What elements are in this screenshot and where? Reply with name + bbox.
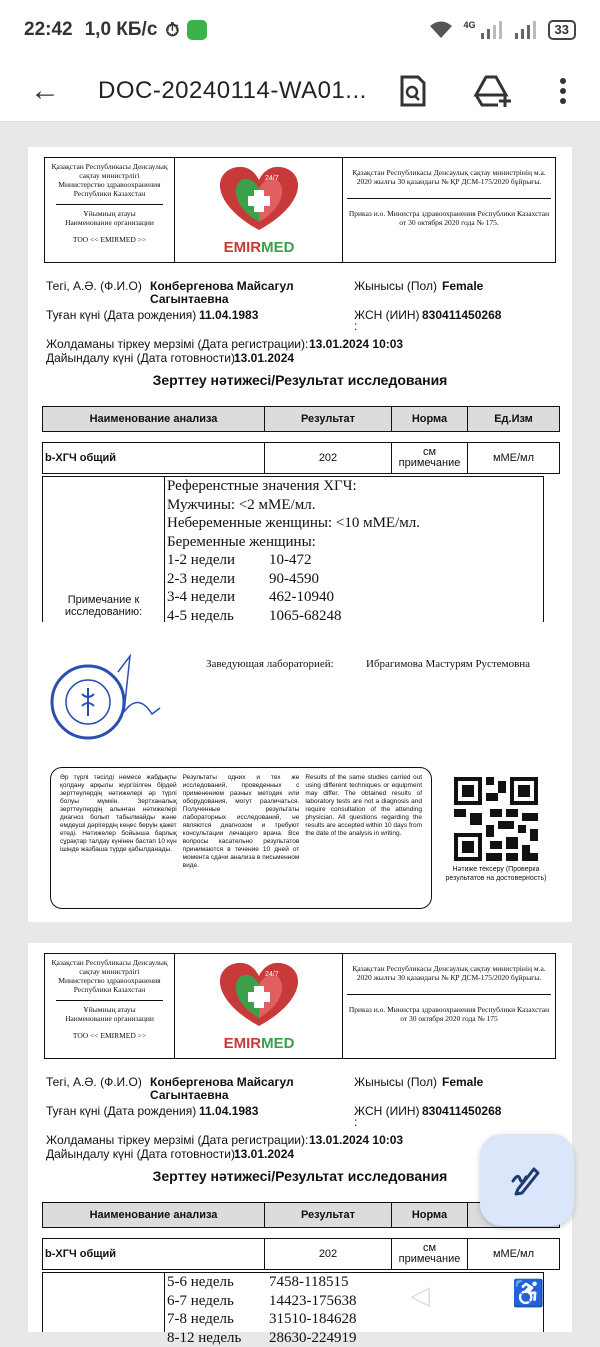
- name-label: Тегі, А.Ә. (Ф.И.О): [46, 279, 142, 293]
- ready-date: 13.01.2024: [234, 1147, 294, 1161]
- table-row: [42, 442, 560, 474]
- analysis-result: 202: [265, 443, 392, 473]
- status-speed: 1,0 КБ/с: [85, 19, 158, 41]
- ref-line: Небеременные женщины: <10 мМЕ/мл.: [167, 514, 543, 533]
- signal-icon-2: [514, 21, 538, 39]
- note-label-cell: [43, 1273, 165, 1332]
- order-ru: Приказ и.о. Министра здравоохранения Республики Казахстан от 30 октября 2020 года № 175: [347, 1005, 551, 1023]
- analysis-norm: см примечание: [392, 1239, 468, 1269]
- org-label-ru: Наименование организации: [48, 1014, 171, 1023]
- dob-label: Туған күні (Дата рождения): [46, 308, 196, 322]
- dob-label: Туған күні (Дата рождения): [46, 1104, 196, 1118]
- order-block: [343, 954, 555, 1058]
- qr-code-icon: [454, 777, 538, 861]
- order-kz: Қазақстан Республикасы Денсаулық сақтау министрінің м.а. 2020 жылғы 30 қазандағы № ҚР ДСМ-175/2020 бұйрығы.: [347, 964, 551, 982]
- patient-dob: 11.04.1983: [199, 1104, 258, 1118]
- status-time: 22:42: [24, 19, 73, 41]
- col-result: Результат: [265, 1203, 392, 1227]
- svg-text:24/7: 24/7: [265, 175, 279, 182]
- reg-date: 13.01.2024 10:03: [309, 1133, 403, 1147]
- document-header: [44, 157, 556, 263]
- note-section: [42, 476, 544, 622]
- ready-date: 13.01.2024: [234, 351, 294, 365]
- org-label-kz: Ұйымның атауы: [48, 1005, 171, 1014]
- document-title: DOC-20240114-WA01...: [98, 77, 378, 105]
- patient-name-2: Сагынтаевна: [150, 292, 229, 306]
- reference-values: [165, 1273, 543, 1332]
- note-section: [42, 1272, 544, 1332]
- col-norm: Норма: [392, 1203, 468, 1227]
- accessibility-icon[interactable]: ♿: [512, 1278, 544, 1309]
- reg-date: 13.01.2024 10:03: [309, 337, 403, 351]
- order-block: [343, 158, 555, 262]
- reference-values: [165, 477, 543, 622]
- app-bar: [0, 60, 600, 122]
- sex-label: Жынысы (Пол): [354, 1075, 437, 1089]
- battery-indicator: 33: [548, 20, 576, 40]
- qr-caption: Нәтиже тексеру (Проверка результатов на достоверность): [442, 865, 550, 883]
- analysis-norm: см примечание: [392, 443, 468, 473]
- ministry-ru: Министерство здравоохранения Республики Казахстан: [48, 180, 171, 198]
- find-in-document-icon[interactable]: [392, 70, 434, 112]
- col-unit: Ед.Изм: [468, 407, 559, 431]
- note-label: Примечание к исследованию:: [43, 477, 165, 622]
- analysis-name: b-ХГЧ общий: [43, 443, 265, 473]
- sex-label: Жынысы (Пол): [354, 279, 437, 293]
- ref-week-row: 3-4 недели 462-10940: [167, 588, 543, 607]
- ref-week-row: 6-7 недель 14423-175638: [167, 1292, 543, 1311]
- wifi-icon: [428, 20, 454, 40]
- patient-name-1: Конбергенова Майсагул: [150, 1075, 294, 1089]
- ministry-block: [45, 158, 175, 262]
- iin-colon: :: [354, 1115, 357, 1129]
- document-header: [44, 953, 556, 1059]
- ref-week-row: 5-6 недель 7458-118515: [167, 1273, 543, 1292]
- ref-week-row: 1-2 недели 10-472: [167, 551, 543, 570]
- org-label-kz: Ұйымның атауы: [48, 209, 171, 218]
- result-title: Зерттеу нәтижесі/Результат исследования: [28, 1168, 572, 1184]
- result-title: Зерттеу нәтижесі/Результат исследования: [28, 372, 572, 388]
- org-label-ru: Наименование организации: [48, 218, 171, 227]
- status-bar: [0, 0, 600, 60]
- logo-text: EMIRMED: [175, 1035, 343, 1052]
- emirmed-logo: [175, 954, 343, 1058]
- ministry-ru: Министерство здравоохранения Республики Казахстан: [48, 976, 171, 994]
- pen-squiggle-icon: [510, 1163, 544, 1197]
- table-row: [42, 1238, 560, 1270]
- iin-label: ЖСН (ИИН): [354, 1104, 420, 1118]
- ministry-kz: Қазақстан Республикасы Денсаулық сақтау министрлігі: [48, 958, 171, 976]
- col-result: Результат: [265, 407, 392, 431]
- patient-sex: Female: [442, 279, 483, 293]
- patient-sex: Female: [442, 1075, 483, 1089]
- disclaimer-en: Results of the same studies carried out using different techniques or equipment may differ. The obtained results of laboratory tests are not a diagnosis and require consultation of the attending physician. All questions regarding the results are accepted within 10 days from the date of the analysis in writing.: [302, 774, 425, 902]
- signal-icon: [480, 21, 504, 39]
- app-notification-icon: [187, 20, 207, 40]
- iin-label: ЖСН (ИИН): [354, 308, 420, 322]
- analysis-unit: мМЕ/мл: [468, 1239, 559, 1269]
- col-norm: Норма: [392, 407, 468, 431]
- analysis-unit: мМЕ/мл: [468, 443, 559, 473]
- analysis-result: 202: [265, 1239, 392, 1269]
- ready-label: Дайындалу күні (Дата готовности):: [46, 1147, 238, 1161]
- heart-hands-icon: [175, 158, 343, 238]
- ref-week-row: 7-8 недель 31510-184628: [167, 1310, 543, 1329]
- col-name: Наименование анализа: [43, 407, 265, 431]
- patient-iin: 830411450268: [422, 1104, 501, 1118]
- emirmed-logo: [175, 158, 343, 262]
- logo-text: EMIRMED: [175, 239, 343, 256]
- back-arrow-icon[interactable]: ←: [30, 74, 70, 108]
- reg-label: Жолдаманы тіркеу мерзімі (Дата регистрации):: [46, 337, 308, 351]
- annotate-button[interactable]: [480, 1134, 574, 1226]
- ministry-kz: Қазақстан Республикасы Денсаулық сақтау министрлігі: [48, 162, 171, 180]
- disclaimer-kz: Әр түрлі тәсілді немесе жабдықты қолдану арқылы жүргізілген бірдей зерттеулердің нәтижелері әр түрлі болуы мүмкін. Зертханалық зерттеулердің алынған нәтижелері диагноз болып табылмайды және емдеуші дәрігердің кеңес беруін қажет етеді. Нәтижелер бойынша барлық сұрақтар талдау күнінен бастап 10 күн ішінде жазбаша түрде қабылданады.: [57, 774, 180, 902]
- ref-line: Мужчины: <2 мМЕ/мл.: [167, 496, 543, 515]
- ref-week-row: 4-5 недель 1065-68248: [167, 607, 543, 626]
- ministry-block: [45, 954, 175, 1058]
- patient-name-1: Конбергенова Майсагул: [150, 279, 294, 293]
- patient-name-2: Сагынтаевна: [150, 1088, 229, 1102]
- ref-line: Беременные женщины:: [167, 533, 543, 552]
- lab-head-label: Заведующая лабораторией:: [206, 658, 334, 670]
- document-page-1: [28, 147, 572, 922]
- more-options-icon[interactable]: [542, 70, 584, 112]
- org-name: ТОО << EMIRMED >>: [48, 1031, 171, 1040]
- ready-label: Дайындалу күні (Дата готовности):: [46, 351, 238, 365]
- disclaimer-ru: Результаты одних и тех же исследований, проведенных с применением разных методик или оборудования, могут различаться. Полученные результаты лабораторных исследований, не являются диагнозом и требуют консультации лечащего врача. Все вопросы касательно результатов принимаются в течение 10 дней от момента сдачи анализа в письменном виде.: [180, 774, 303, 902]
- add-to-drive-icon[interactable]: [472, 70, 514, 112]
- lab-head-name: Ибрагимова Мастурям Рустемовна: [366, 658, 530, 670]
- patient-dob: 11.04.1983: [199, 308, 258, 322]
- alarm-icon: ⏱: [165, 20, 179, 41]
- col-name: Наименование анализа: [43, 1203, 265, 1227]
- ref-week-row: 8-12 недель 28630-224919: [167, 1329, 543, 1347]
- nav-back-icon[interactable]: ◁: [410, 1280, 430, 1311]
- svg-text:24/7: 24/7: [265, 971, 279, 978]
- table-header: [42, 406, 560, 432]
- patient-iin: 830411450268: [422, 308, 501, 322]
- analysis-name: b-ХГЧ общий: [43, 1239, 265, 1269]
- org-name: ТОО << EMIRMED >>: [48, 235, 171, 244]
- ref-week-row: 2-3 недели 90-4590: [167, 570, 543, 589]
- network-type: 4G: [464, 20, 476, 30]
- doctor-stamp-icon: [48, 652, 168, 748]
- order-kz: Қазақстан Республикасы Денсаулық сақтау министрінің м.а. 2020 жылғы 30 қазандағы № ҚР ДСМ-175/2020 бұйрығы.: [347, 168, 551, 186]
- reg-label: Жолдаманы тіркеу мерзімі (Дата регистрации):: [46, 1133, 308, 1147]
- order-ru: Приказ и.о. Министра здравоохранения Республики Казахстан от 30 октября 2020 года № 175.: [347, 209, 551, 227]
- name-label: Тегі, А.Ә. (Ф.И.О): [46, 1075, 142, 1089]
- ref-line: Референстные значения ХГЧ:: [167, 477, 543, 496]
- disclaimer-box: [50, 767, 432, 909]
- iin-colon: :: [354, 319, 357, 333]
- heart-hands-icon: [175, 954, 343, 1034]
